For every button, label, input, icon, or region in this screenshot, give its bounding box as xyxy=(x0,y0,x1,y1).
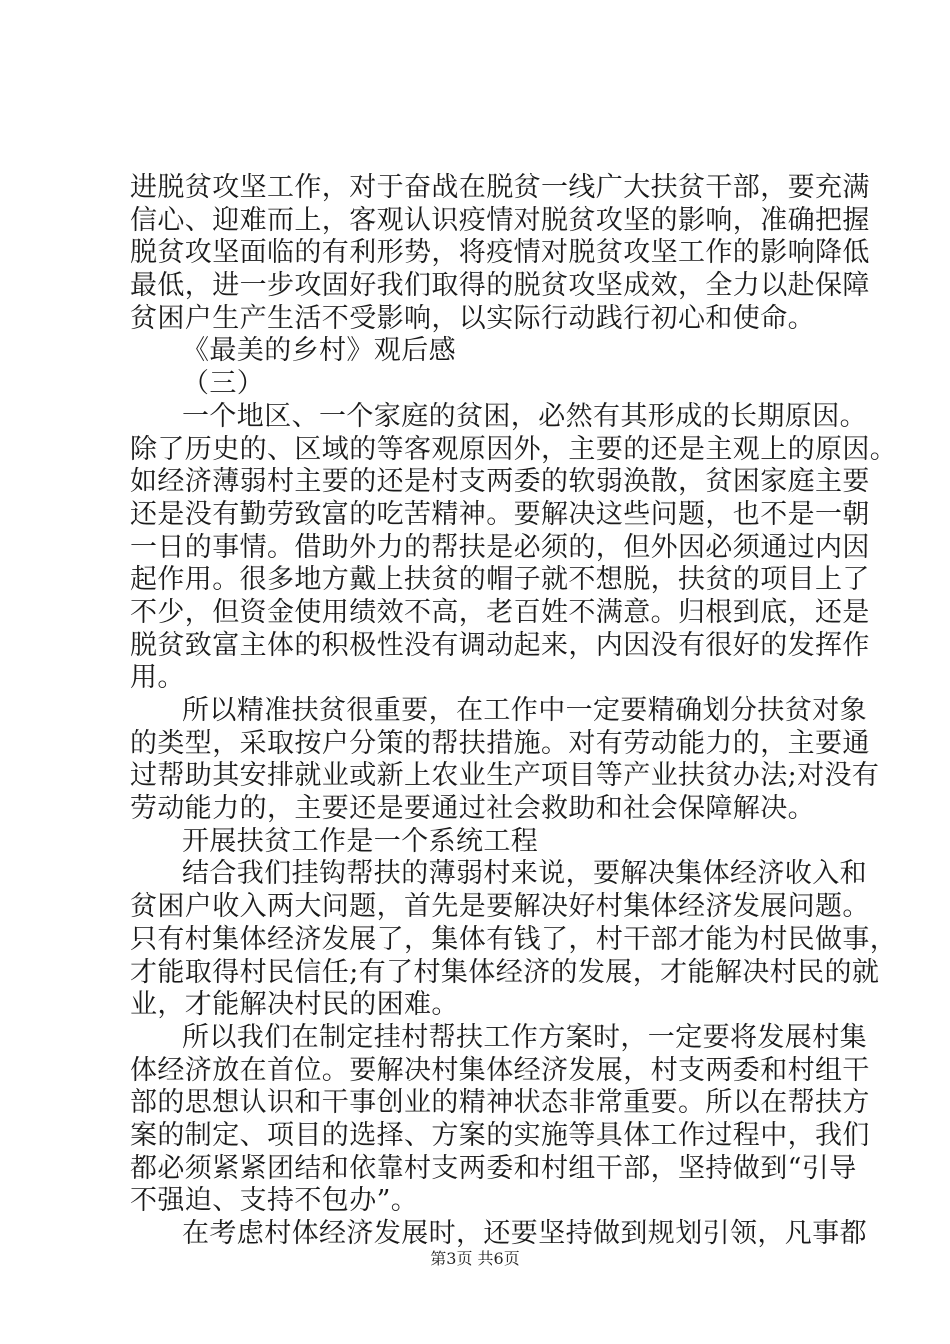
text-line: 案的制定、项目的选择、方案的实施等具体工作过程中，我们 xyxy=(130,1119,870,1151)
text-line: 脱贫致富主体的积极性没有调动起来，内因没有很好的发挥作 xyxy=(130,629,870,661)
text-line: 过帮助其安排就业或新上农业生产项目等产业扶贫办法;对没有 xyxy=(130,760,880,792)
text-line: 的类型，采取按户分策的帮扶措施。对有劳动能力的，主要通 xyxy=(130,727,870,759)
body-text xyxy=(130,172,898,1251)
text-line: 信心、迎难而上，客观认识疫情对脱贫攻坚的影响，准确把握 xyxy=(130,204,870,236)
text-line: 不少，但资金使用绩效不高，老百姓不满意。归根到底，还是 xyxy=(130,596,870,628)
text-line: 除了历史的、区域的等客观原因外，主要的还是主观上的原因。 xyxy=(130,433,898,465)
text-line: 部的思想认识和干事创业的精神状态非常重要。所以在帮扶方 xyxy=(130,1087,870,1119)
text-line: 才能取得村民信任;有了村集体经济的发展，才能解决村民的就 xyxy=(130,956,880,988)
section-heading: 开展扶贫工作是一个系统工程 xyxy=(182,825,539,857)
text-line: 一日的事情。借助外力的帮扶是必须的，但外因必须通过内因 xyxy=(130,531,870,563)
text-line: 所以精准扶贫很重要，在工作中一定要精确划分扶贫对象 xyxy=(182,695,867,726)
text-line: 还是没有勤劳致富的吃苦精神。要解决这些问题，也不是一朝 xyxy=(130,498,870,530)
text-line: 只有村集体经济发展了，集体有钱了，村干部才能为村民做事， xyxy=(130,923,898,955)
text-line: 脱贫攻坚面临的有利形势，将疫情对脱贫攻坚工作的影响降低 xyxy=(130,237,870,269)
text-line: 用。 xyxy=(130,662,185,694)
text-line: 如经济薄弱村主要的还是村支两委的软弱涣散，贫困家庭主要 xyxy=(130,466,870,498)
text-line: 都必须紧紧团结和依靠村支两委和村组干部，坚持做到“引导 xyxy=(130,1152,857,1184)
page-footer: 第3页 共6页 xyxy=(430,1249,520,1268)
text-line: 最低，进一步攻固好我们取得的脱贫攻坚成效，全力以赴保障 xyxy=(130,270,870,302)
text-line: 结合我们挂钩帮扶的薄弱村来说，要解决集体经济收入和 xyxy=(182,858,867,890)
text-line: 贫困户生产生活不受影响，以实际行动践行初心和使命。 xyxy=(130,302,815,334)
section-number: （三） xyxy=(182,368,265,400)
section-title: 《最美的乡村》观后感 xyxy=(182,335,456,367)
text-line: 进脱贫攻坚工作，对于奋战在脱贫一线广大扶贫干部，要充满 xyxy=(130,172,870,203)
text-line: 所以我们在制定挂村帮扶工作方案时，一定要将发展村集 xyxy=(182,1021,867,1053)
text-line: 不强迫、支持不包办”。 xyxy=(130,1185,419,1217)
text-line: 劳动能力的，主要还是要通过社会救助和社会保障解决。 xyxy=(130,793,815,825)
text-line: 体经济放在首位。要解决村集体经济发展，村支两委和村组干 xyxy=(130,1054,870,1086)
text-line: 贫困户收入两大问题，首先是要解决好村集体经济发展问题。 xyxy=(130,891,870,923)
text-line: 在考虑村体经济发展时，还要坚持做到规划引领，凡事都 xyxy=(182,1218,867,1249)
text-line: 业，才能解决村民的困难。 xyxy=(130,989,459,1021)
text-line: 一个地区、一个家庭的贫困，必然有其形成的长期原因。 xyxy=(182,400,867,432)
text-line: 起作用。很多地方戴上扶贫的帽子就不想脱，扶贫的项目上了 xyxy=(130,564,870,596)
